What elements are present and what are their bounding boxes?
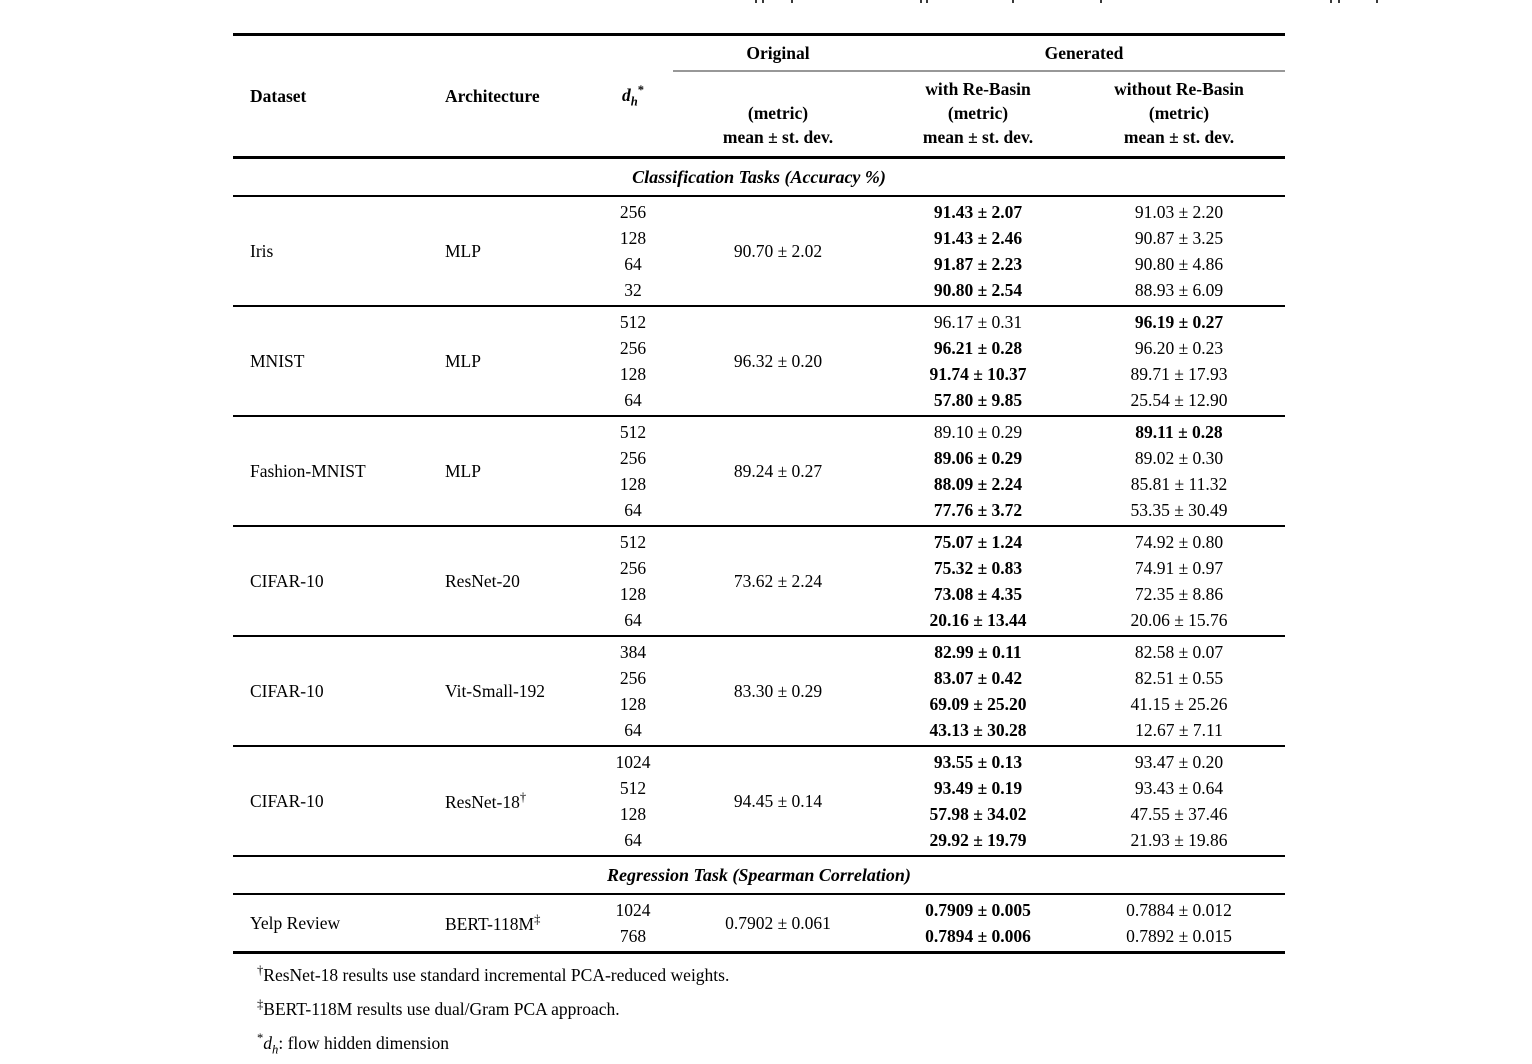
table-group-row xyxy=(233,895,1285,951)
dh-value: 64 xyxy=(624,720,642,740)
without-rebasin-value: 25.54 ± 12.90 xyxy=(1130,390,1228,410)
with-rebasin-values xyxy=(883,199,1073,303)
without-rebasin-value: 0.7884 ± 0.012 xyxy=(1126,900,1232,920)
with-rebasin-value: 90.80 ± 2.54 xyxy=(933,280,1023,300)
without-rebasin-values xyxy=(1073,309,1285,413)
without-rebasin-values xyxy=(1073,749,1285,853)
caption-descender-mark xyxy=(1012,0,1014,3)
architecture-cell: MLP xyxy=(445,350,481,371)
architecture-cell: ResNet-18† xyxy=(445,789,527,812)
dh-value: 128 xyxy=(619,694,647,714)
with-rebasin-value: 20.16 ± 13.44 xyxy=(929,610,1027,630)
dh-value: 512 xyxy=(619,778,647,798)
dh-value: 128 xyxy=(619,228,647,248)
without-rebasin-label: without Re-Basin xyxy=(1114,79,1244,99)
col-header-without-rebasin xyxy=(1073,72,1285,156)
with-rebasin-value: 57.98 ± 34.02 xyxy=(929,804,1027,824)
caption-descender-mark xyxy=(755,0,757,3)
table-group-row xyxy=(233,637,1285,747)
metric-label: (metric) xyxy=(947,103,1009,123)
with-rebasin-label: with Re-Basin xyxy=(925,79,1031,99)
without-rebasin-value: 74.92 ± 0.80 xyxy=(1134,532,1224,552)
footnote-marker: ‡ xyxy=(257,996,264,1011)
architecture-cell: ResNet-20 xyxy=(445,570,520,591)
dataset-cell: MNIST xyxy=(250,350,305,371)
with-rebasin-value: 57.80 ± 9.85 xyxy=(933,390,1023,410)
without-rebasin-value: 89.71 ± 17.93 xyxy=(1130,364,1228,384)
caption-descender-mark xyxy=(1376,0,1378,3)
dh-value: 64 xyxy=(624,500,642,520)
with-rebasin-value: 91.87 ± 2.23 xyxy=(933,254,1023,274)
dh-values xyxy=(593,639,673,743)
caption-descender-mark xyxy=(920,0,922,3)
dh-value: 128 xyxy=(619,804,647,824)
architecture-footnote-marker: † xyxy=(519,789,527,804)
caption-descender-mark xyxy=(791,0,793,3)
dataset-cell: Yelp Review xyxy=(250,912,341,933)
dh-symbol: d xyxy=(621,84,631,105)
with-rebasin-value: 91.43 ± 2.07 xyxy=(933,202,1023,222)
with-rebasin-value: 91.74 ± 10.37 xyxy=(929,364,1027,384)
dh-value: 256 xyxy=(619,202,647,222)
without-rebasin-value: 47.55 ± 37.46 xyxy=(1130,804,1228,824)
with-rebasin-value: 82.99 ± 0.11 xyxy=(934,642,1022,662)
without-rebasin-value: 72.35 ± 8.86 xyxy=(1134,584,1224,604)
with-rebasin-values xyxy=(883,749,1073,853)
without-rebasin-values xyxy=(1073,419,1285,523)
footnote-marker: * xyxy=(257,1030,264,1045)
original-value: 83.30 ± 0.29 xyxy=(733,680,823,701)
col-group-generated: Generated xyxy=(883,36,1285,72)
architecture-cell: MLP xyxy=(445,240,481,261)
with-rebasin-value: 77.76 ± 3.72 xyxy=(933,500,1023,520)
caption-descender-mark xyxy=(762,0,764,3)
without-rebasin-value: 74.91 ± 0.97 xyxy=(1134,558,1224,578)
caption-descender-mark xyxy=(1330,0,1332,3)
dh-value: 128 xyxy=(619,364,647,384)
dh-values xyxy=(593,749,673,853)
col-group-original: Original xyxy=(673,36,883,72)
with-rebasin-value: 91.43 ± 2.46 xyxy=(933,228,1023,248)
dh-value: 512 xyxy=(619,422,647,442)
dh-values xyxy=(593,897,673,949)
architecture-footnote-marker: ‡ xyxy=(534,911,541,926)
dh-value: 256 xyxy=(619,448,647,468)
dh-symbol: d xyxy=(263,1032,273,1053)
with-rebasin-value: 89.06 ± 0.29 xyxy=(933,448,1023,468)
with-rebasin-values xyxy=(883,419,1073,523)
dh-value: 384 xyxy=(619,642,647,662)
original-value: 94.45 ± 0.14 xyxy=(733,790,823,811)
dataset-cell: Iris xyxy=(250,240,274,261)
dh-value: 64 xyxy=(624,390,642,410)
dh-value: 64 xyxy=(624,610,642,630)
with-rebasin-value: 93.55 ± 0.13 xyxy=(933,752,1023,772)
without-rebasin-value: 90.87 ± 3.25 xyxy=(1134,228,1224,248)
with-rebasin-value: 88.09 ± 2.24 xyxy=(933,474,1023,494)
dh-value: 128 xyxy=(619,584,647,604)
table-group-row xyxy=(233,197,1285,307)
dh-values xyxy=(593,309,673,413)
architecture-cell: BERT-118M‡ xyxy=(445,911,541,934)
with-rebasin-values xyxy=(883,897,1073,949)
results-table xyxy=(233,33,1285,954)
with-rebasin-values xyxy=(883,639,1073,743)
metric-label: (metric) xyxy=(1148,103,1210,123)
dataset-cell: CIFAR-10 xyxy=(250,790,324,811)
without-rebasin-value: 88.93 ± 6.09 xyxy=(1134,280,1224,300)
dh-value: 1024 xyxy=(615,752,651,772)
mean-stdev-label: mean ± st. dev. xyxy=(1123,127,1235,147)
col-header-original-metric xyxy=(673,72,883,156)
table-group-row xyxy=(233,307,1285,417)
footnote: $^*d_h$: flow hidden dimension xyxy=(257,1030,449,1056)
dh-footnote-marker: * xyxy=(637,82,645,97)
with-rebasin-value: 69.09 ± 25.20 xyxy=(929,694,1027,714)
footnote: ‡BERT-118M results use dual/Gram PCA approach. xyxy=(257,996,620,1019)
without-rebasin-value: 89.02 ± 0.30 xyxy=(1134,448,1224,468)
dh-value: 128 xyxy=(619,474,647,494)
with-rebasin-value: 75.07 ± 1.24 xyxy=(933,532,1023,552)
footnote: †ResNet-18 results use standard incremental PCA-reduced weights. xyxy=(257,963,730,985)
col-header-dh xyxy=(593,83,673,109)
mean-stdev-label: mean ± st. dev. xyxy=(922,127,1034,147)
without-rebasin-value: 96.19 ± 0.27 xyxy=(1134,312,1224,332)
dh-value: 64 xyxy=(624,830,642,850)
dh-value: 256 xyxy=(619,558,647,578)
without-rebasin-value: 90.80 ± 4.86 xyxy=(1134,254,1224,274)
dh-value: 256 xyxy=(619,668,647,688)
with-rebasin-value: 89.10 ± 0.29 xyxy=(933,422,1023,442)
footnotes xyxy=(257,956,729,1064)
table-group-row xyxy=(233,527,1285,637)
without-rebasin-value: 21.93 ± 19.86 xyxy=(1130,830,1228,850)
without-rebasin-value: 82.51 ± 0.55 xyxy=(1134,668,1224,688)
dh-value: 256 xyxy=(619,338,647,358)
without-rebasin-value: 20.06 ± 15.76 xyxy=(1130,610,1228,630)
with-rebasin-value: 96.21 ± 0.28 xyxy=(933,338,1023,358)
section-title: Regression Task (Spearman Correlation) xyxy=(233,857,1285,895)
without-rebasin-value: 12.67 ± 7.11 xyxy=(1135,720,1223,740)
footnote-marker: † xyxy=(257,963,264,977)
with-rebasin-value: 93.49 ± 0.19 xyxy=(933,778,1023,798)
col-header-dataset: Dataset xyxy=(250,85,307,106)
without-rebasin-value: 96.20 ± 0.23 xyxy=(1134,338,1224,358)
dataset-cell: CIFAR-10 xyxy=(250,570,324,591)
table-group-row xyxy=(233,417,1285,527)
with-rebasin-value: 43.13 ± 30.28 xyxy=(929,720,1027,740)
table-body xyxy=(233,159,1285,951)
with-rebasin-value: 83.07 ± 0.42 xyxy=(933,668,1023,688)
without-rebasin-values xyxy=(1073,897,1285,949)
dataset-cell: CIFAR-10 xyxy=(250,680,324,701)
architecture-cell: Vit-Small-192 xyxy=(445,680,546,701)
original-value: 96.32 ± 0.20 xyxy=(733,350,823,371)
dh-value: 768 xyxy=(619,926,647,946)
without-rebasin-values xyxy=(1073,639,1285,743)
metric-label: (metric) xyxy=(747,103,809,123)
without-rebasin-value: 82.58 ± 0.07 xyxy=(1134,642,1224,662)
dh-subscript: h xyxy=(630,94,638,109)
with-rebasin-value: 75.32 ± 0.83 xyxy=(933,558,1023,578)
table-group-row xyxy=(233,747,1285,857)
with-rebasin-value: 29.92 ± 19.79 xyxy=(929,830,1027,850)
dh-values xyxy=(593,199,673,303)
without-rebasin-value: 91.03 ± 2.20 xyxy=(1134,202,1224,222)
without-rebasin-value: 0.7892 ± 0.015 xyxy=(1126,926,1232,946)
dh-value: 512 xyxy=(619,312,647,332)
mean-stdev-label: mean ± st. dev. xyxy=(722,127,834,147)
without-rebasin-value: 53.35 ± 30.49 xyxy=(1130,500,1228,520)
without-rebasin-values xyxy=(1073,529,1285,633)
without-rebasin-values xyxy=(1073,199,1285,303)
dh-subscript: h xyxy=(272,1041,279,1056)
section-title: Classification Tasks (Accuracy %) xyxy=(233,159,1285,197)
with-rebasin-value: 0.7894 ± 0.006 xyxy=(925,926,1031,946)
original-value: 73.62 ± 2.24 xyxy=(733,570,823,591)
dh-value: 32 xyxy=(624,280,642,300)
dh-values xyxy=(593,419,673,523)
col-header-architecture: Architecture xyxy=(445,85,540,106)
table-header xyxy=(233,36,1285,159)
with-rebasin-values xyxy=(883,309,1073,413)
col-header-with-rebasin xyxy=(883,72,1073,156)
with-rebasin-value: 0.7909 ± 0.005 xyxy=(925,900,1031,920)
original-value: 89.24 ± 0.27 xyxy=(733,460,823,481)
dh-value: 1024 xyxy=(615,900,651,920)
with-rebasin-value: 73.08 ± 4.35 xyxy=(933,584,1023,604)
caption-descender-mark xyxy=(926,0,928,3)
with-rebasin-value: 96.17 ± 0.31 xyxy=(933,312,1023,332)
without-rebasin-value: 89.11 ± 0.28 xyxy=(1135,422,1223,442)
without-rebasin-value: 41.15 ± 25.26 xyxy=(1130,694,1228,714)
original-value: 90.70 ± 2.02 xyxy=(733,240,823,261)
with-rebasin-values xyxy=(883,529,1073,633)
caption-descender-mark xyxy=(1100,0,1102,3)
dh-value: 64 xyxy=(624,254,642,274)
without-rebasin-value: 85.81 ± 11.32 xyxy=(1130,474,1228,494)
original-value: 0.7902 ± 0.061 xyxy=(725,912,831,933)
dh-value: 512 xyxy=(619,532,647,552)
caption-descender-mark xyxy=(1338,0,1340,3)
without-rebasin-value: 93.47 ± 0.20 xyxy=(1134,752,1224,772)
without-rebasin-value: 93.43 ± 0.64 xyxy=(1134,778,1224,798)
dataset-cell: Fashion-MNIST xyxy=(250,460,366,481)
dh-values xyxy=(593,529,673,633)
architecture-cell: MLP xyxy=(445,460,481,481)
